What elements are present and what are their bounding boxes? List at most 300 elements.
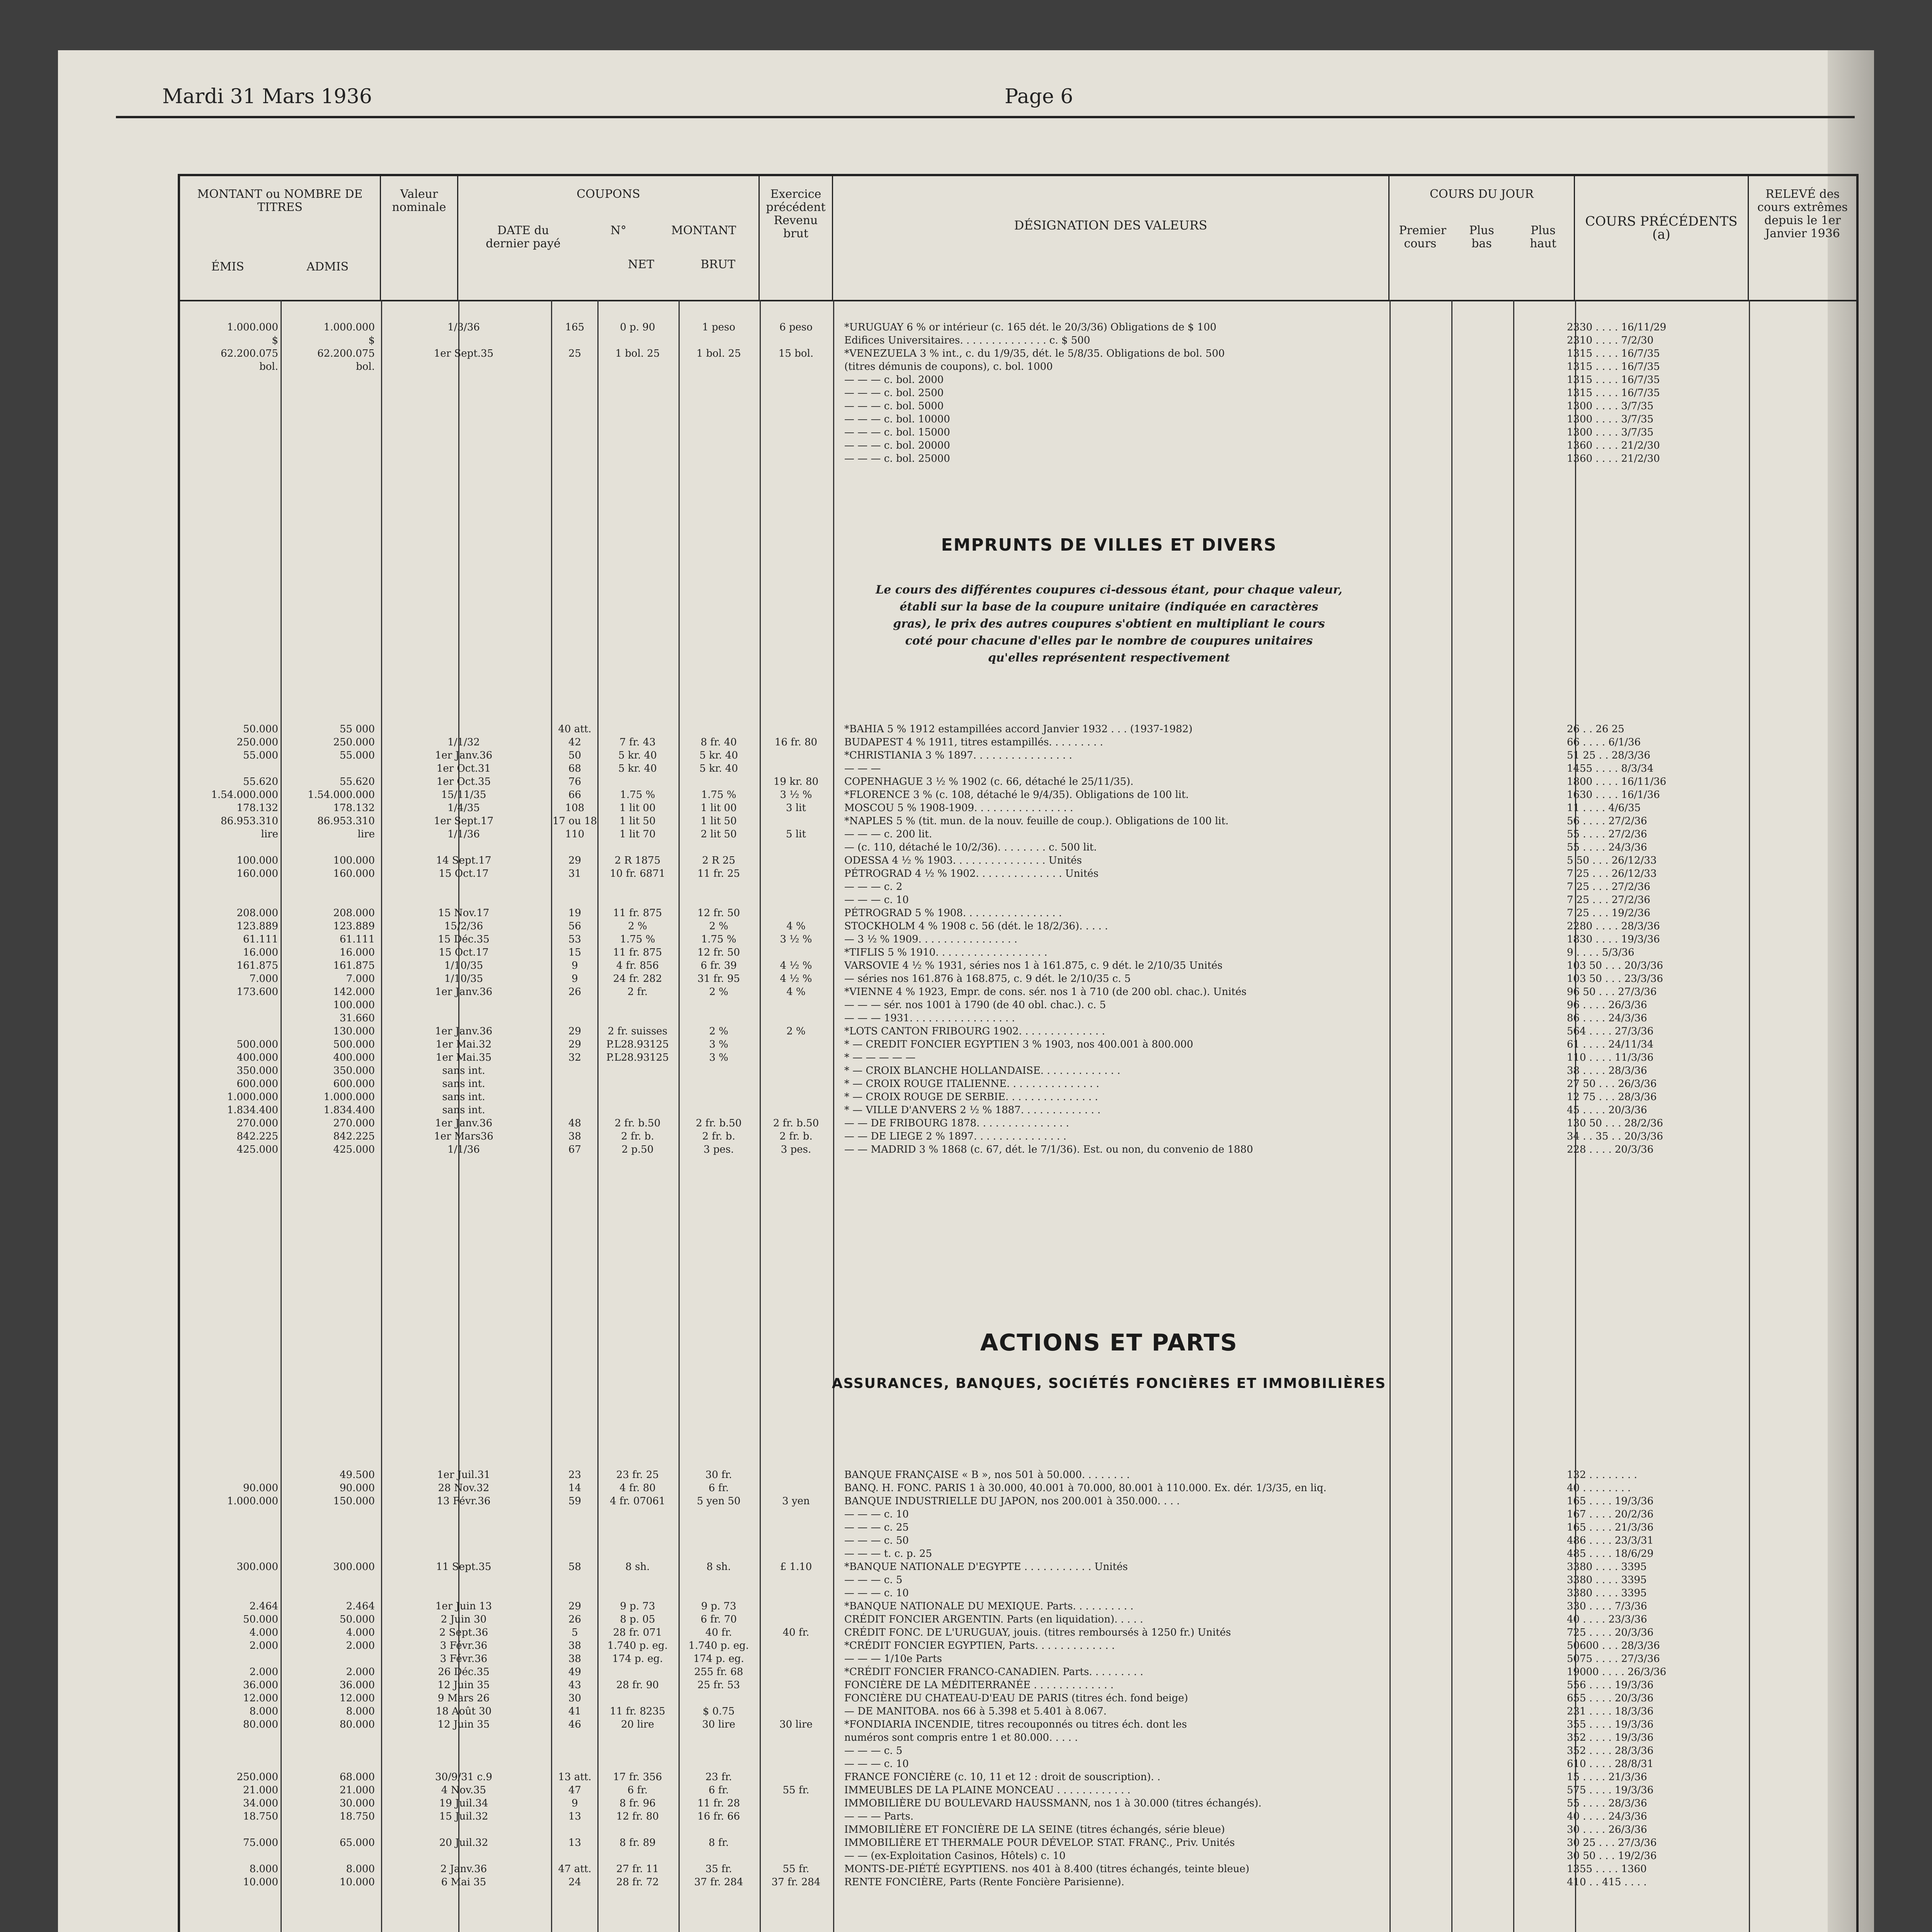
cell-prec: 167 . . . . 20/2/36: [1567, 1509, 1654, 1520]
cell-net: [597, 386, 678, 400]
cell-emis: 123.889: [236, 920, 278, 932]
col-emis: ÉMIS: [211, 260, 244, 274]
col-net: NET: [628, 258, 655, 271]
cell-des: *BAHIA 5 % 1912 estampillées accord Janvier 1932 . . . (1937-1982): [844, 723, 1193, 735]
cell-emis: [182, 386, 278, 400]
cell-net: [597, 1757, 678, 1770]
cell-date: 15 Oct.17: [439, 947, 489, 958]
cell-emis: 90.000: [243, 1482, 278, 1494]
cell-ex: [759, 360, 833, 373]
cell-emis: 270.000: [236, 1117, 278, 1129]
cell-date: [375, 439, 553, 452]
cell-brut: [678, 1692, 759, 1705]
cell-brut: [678, 1849, 759, 1862]
cell-no: [553, 400, 597, 413]
cell-brut: [678, 1534, 759, 1547]
cell-date: 3 Févr.36: [440, 1653, 488, 1665]
cell-emis: 4.000: [249, 1627, 278, 1638]
cell-prec: 86 . . . . 24/3/36: [1567, 1012, 1647, 1024]
cell-des: — — — c. bol. 25000: [844, 453, 950, 464]
cell-admis: 36.000: [340, 1679, 375, 1691]
cell-des: *TIFLIS 5 % 1910. . . . . . . . . . . . . . . . . .: [844, 947, 1048, 958]
cell-net: 28 fr. 071: [613, 1627, 662, 1638]
cell-date: 4 Nov.35: [441, 1784, 486, 1796]
cell-admis: [278, 452, 375, 465]
cell-date: 1/4/35: [447, 802, 480, 814]
cell-des: COPENHAGUE 3 ½ % 1902 (c. 66, détaché le 25/11/35).: [844, 776, 1134, 787]
cell-prec: 1300 . . . . 3/7/35: [1567, 413, 1654, 425]
cell-prec: 30 . . . . 26/3/36: [1567, 1824, 1647, 1835]
cell-emis: 500.000: [236, 1039, 278, 1050]
cell-no: 76: [568, 776, 582, 787]
col-plus-bas: Plus bas: [1469, 224, 1494, 250]
cell-net: 1 lit 70: [619, 828, 656, 840]
cell-brut: [678, 1744, 759, 1757]
cell-ex: [759, 413, 833, 426]
cell-emis: [182, 1025, 278, 1038]
cell-admis: 30.000: [340, 1798, 375, 1809]
cell-date: 15 Déc.35: [438, 934, 490, 945]
cell-prec: 485 . . . . 18/6/29: [1567, 1548, 1654, 1560]
cell-net: [597, 360, 678, 373]
cell-prec: 3380 . . . . 3395: [1567, 1574, 1647, 1586]
cell-des: — — — c. 200 lit.: [844, 828, 932, 840]
cell-brut: 255 fr. 68: [694, 1666, 743, 1678]
cell-ex: 40 fr.: [782, 1627, 810, 1638]
table-row: [182, 347, 1772, 360]
cell-admis: 150.000: [333, 1495, 375, 1507]
cell-des: — — — c. bol. 5000: [844, 400, 944, 412]
cell-ex: [759, 1692, 833, 1705]
cell-prec: 1315 . . . . 16/7/35: [1567, 387, 1660, 399]
cell-ex: [759, 867, 833, 880]
cell-net: 17 fr. 356: [613, 1771, 662, 1783]
cell-net: 1 lit 50: [619, 815, 656, 827]
cell-prec: 26 . . 26 25: [1567, 723, 1624, 735]
cell-ex: 4 %: [786, 920, 806, 932]
cell-des: CRÉDIT FONC. DE L'URUGUAY, jouis. (titres remboursés à 1250 fr.) Unités: [844, 1627, 1231, 1638]
cell-des: VARSOVIE 4 ½ % 1931, séries nos 1 à 161.875, c. 9 dét. le 2/10/35 Unités: [844, 960, 1223, 971]
cell-des: *FLORENCE 3 % (c. 108, détaché le 9/4/35). Obligations de 100 lit.: [844, 789, 1189, 801]
cell-ex: 4 ½ %: [780, 973, 812, 985]
cell-no: 58: [568, 1561, 582, 1573]
cell-no: 29: [568, 1600, 582, 1612]
cell-admis: 500.000: [333, 1039, 375, 1050]
cell-ex: [759, 1573, 833, 1587]
col-coupons-label: COUPONS: [577, 187, 640, 201]
cell-admis: [278, 1521, 375, 1534]
cell-net: 2 fr. b.50: [614, 1117, 661, 1129]
cell-brut: [678, 1547, 759, 1560]
cell-net: 2 fr. suisses: [607, 1026, 668, 1037]
cell-admis: 31.660: [340, 1012, 375, 1024]
table-row: [182, 1665, 1772, 1679]
cell-des: BUDAPEST 4 % 1911, titres estampillés. . . . . . . . .: [844, 736, 1103, 748]
table-row: [182, 788, 1772, 801]
cell-brut: 2 lit 50: [701, 828, 737, 840]
cell-ex: 3 ½ %: [780, 934, 812, 945]
cell-admis: [278, 1757, 375, 1770]
cell-des: IMMOBILIÈRE DU BOULEVARD HAUSSMANN, nos 1 à 30.000 (titres échangés).: [844, 1798, 1262, 1809]
cell-brut: [678, 360, 759, 373]
cell-ex: [759, 1104, 833, 1117]
cell-no: 17 ou 18: [553, 815, 597, 827]
cell-des: FRANCE FONCIÈRE (c. 10, 11 et 12 : droit de souscription). .: [844, 1771, 1161, 1783]
cell-net: [597, 1104, 678, 1117]
cell-brut: 8 fr. 40: [701, 736, 737, 748]
cell-ex: [759, 1744, 833, 1757]
cell-admis: [278, 1508, 375, 1521]
cell-des: *CRÉDIT FONCIER EGYPTIEN, Parts. . . . . . . . . . . . .: [844, 1640, 1115, 1651]
table-row: [182, 1495, 1772, 1508]
cell-admis: 50.000: [340, 1614, 375, 1625]
col-precedents: COURS PRÉCÉDENTS (a): [1575, 176, 1749, 300]
cell-brut: [678, 1587, 759, 1600]
cell-brut: 2 %: [709, 1026, 728, 1037]
cell-date: 3 Févr.36: [440, 1640, 488, 1651]
cell-ex: [759, 1468, 833, 1481]
cell-net: 11 fr. 8235: [610, 1706, 665, 1717]
header-page: Page 6: [1005, 85, 1073, 108]
cell-des: — — — c. 25: [844, 1522, 909, 1533]
cell-emis: 7.000: [249, 973, 278, 985]
cell-ex: [759, 373, 833, 386]
table-row: [182, 893, 1772, 906]
cell-emis: [182, 452, 278, 465]
table-header: [180, 176, 1856, 301]
cell-ex: [759, 1679, 833, 1692]
cell-net: 9 p. 73: [620, 1600, 655, 1612]
cell-emis: 34.000: [243, 1798, 278, 1809]
cell-brut: 6 fr. 70: [701, 1614, 737, 1625]
cell-prec: 1300 . . . . 3/7/35: [1567, 400, 1654, 412]
table-row: [182, 946, 1772, 959]
table-row: [182, 985, 1772, 998]
cell-net: 8 p. 05: [620, 1614, 655, 1625]
table-row: [182, 1652, 1772, 1665]
cell-admis: 8.000: [346, 1863, 375, 1875]
cell-prec: 9 . . . . 5/3/36: [1567, 947, 1634, 958]
cell-net: 8 fr. 89: [619, 1837, 656, 1849]
cell-admis: 350.000: [333, 1065, 375, 1077]
cell-date: [375, 1573, 553, 1587]
col-premier: Premier cours: [1399, 224, 1446, 250]
cell-no: [553, 413, 597, 426]
cell-prec: 40 . . . . 23/3/36: [1567, 1614, 1647, 1625]
cell-admis: [278, 893, 375, 906]
cell-admis: 160.000: [333, 868, 375, 879]
cell-no: 29: [568, 1026, 582, 1037]
cell-net: [597, 1692, 678, 1705]
cell-emis: 178.132: [236, 802, 278, 814]
cell-emis: 8.000: [249, 1863, 278, 1875]
cell-ex: 2 %: [786, 1026, 806, 1037]
table-row: [182, 959, 1772, 972]
cell-prec: 7 25 . . . 19/2/36: [1567, 907, 1650, 919]
cell-no: 38: [568, 1131, 582, 1142]
table-row: [182, 1613, 1772, 1626]
cell-brut: [678, 386, 759, 400]
cell-prec: 7 25 . . . 27/2/36: [1567, 881, 1650, 893]
col-montant-label: MONTANT ou NOMBRE DE TITRES: [197, 187, 363, 214]
cell-date: [375, 1731, 553, 1744]
cell-brut: [678, 373, 759, 386]
cell-date: [375, 723, 553, 736]
cell-emis: [182, 1652, 278, 1665]
cell-brut: [678, 1104, 759, 1117]
cell-ex: 3 ½ %: [780, 789, 812, 801]
cell-des: — — MADRID 3 % 1868 (c. 67, dét. le 7/1/36). Est. ou non, du convenio de 1880: [844, 1144, 1253, 1155]
cell-admis: 86.953.310: [317, 815, 375, 827]
table-row: [182, 1626, 1772, 1639]
cell-date: sans int.: [442, 1091, 485, 1103]
cell-net: 5 kr. 40: [618, 763, 657, 774]
cell-prec: 40 . . . . . . . .: [1567, 1482, 1631, 1494]
table-row: [182, 880, 1772, 893]
cell-ex: [759, 1481, 833, 1495]
cell-date: 1er Mars36: [434, 1131, 493, 1142]
table-row: [182, 736, 1772, 749]
cell-no: [553, 360, 597, 373]
cell-net: 4 fr. 856: [616, 960, 659, 971]
cell-brut: 1 peso: [702, 321, 735, 333]
cell-net: 4 fr. 07061: [610, 1495, 665, 1507]
cell-ex: [759, 452, 833, 465]
cell-brut: [678, 893, 759, 906]
cell-brut: 5 kr. 40: [699, 763, 738, 774]
cell-date: [375, 386, 553, 400]
cell-emis: [182, 1508, 278, 1521]
cell-admis: [278, 1731, 375, 1744]
cell-no: 23: [568, 1469, 582, 1481]
cell-ex: [759, 1051, 833, 1064]
cell-admis: [278, 1823, 375, 1836]
cell-admis: [278, 880, 375, 893]
cell-ex: [759, 880, 833, 893]
cell-net: 2 %: [628, 920, 647, 932]
cell-date: 2 Janv.36: [440, 1863, 487, 1875]
cell-des: Edifices Universitaires. . . . . . . . . . . . . . c. $ 500: [844, 335, 1090, 346]
table-row: [182, 723, 1772, 736]
table-row: [182, 1639, 1772, 1652]
cell-no: 13: [568, 1837, 582, 1849]
cell-emis: [182, 439, 278, 452]
cell-no: 19: [568, 907, 582, 919]
cell-ex: [759, 1064, 833, 1077]
cell-brut: [678, 1521, 759, 1534]
cell-admis: $: [368, 335, 375, 346]
cell-emis: 250.000: [236, 736, 278, 748]
cell-date: 18 Août 30: [435, 1706, 492, 1717]
cell-date: 6 Mai 35: [441, 1876, 486, 1888]
cell-brut: 2 %: [709, 986, 728, 998]
cell-ex: [759, 1639, 833, 1652]
cell-emis: [182, 1573, 278, 1587]
cell-prec: 1315 . . . . 16/7/35: [1567, 361, 1660, 372]
cell-admis: 250.000: [333, 736, 375, 748]
table-row: [182, 1731, 1772, 1744]
cell-brut: 2 fr. b.: [702, 1131, 735, 1142]
cell-ex: [759, 906, 833, 920]
cell-net: 12 fr. 80: [616, 1811, 659, 1822]
table-row: [182, 1012, 1772, 1025]
cell-admis: 2.000: [346, 1640, 375, 1651]
cell-net: 4 fr. 80: [619, 1482, 656, 1494]
cell-no: 15: [568, 947, 582, 958]
table-row: [182, 1481, 1772, 1495]
table-row: [182, 998, 1772, 1012]
col-montant: [180, 176, 381, 300]
cell-admis: 270.000: [333, 1117, 375, 1129]
cell-prec: 55 . . . . 28/3/36: [1567, 1798, 1647, 1809]
cell-brut: 1.740 p. eg.: [688, 1640, 749, 1651]
cell-brut: 35 fr.: [705, 1863, 732, 1875]
cell-ex: [759, 1770, 833, 1784]
cell-prec: 556 . . . . 19/3/36: [1567, 1679, 1654, 1691]
table-row: [182, 841, 1772, 854]
section-actions-title: ACTIONS ET PARTS: [980, 1329, 1238, 1356]
cell-no: [553, 893, 597, 906]
cell-ex: [759, 854, 833, 867]
cell-date: [375, 998, 553, 1012]
col-plus-haut: Plus haut: [1530, 224, 1556, 250]
table-row: [182, 386, 1772, 400]
cell-emis: 80.000: [243, 1719, 278, 1730]
table-row: [182, 1560, 1772, 1573]
table-row: [182, 775, 1772, 788]
cell-date: [375, 893, 553, 906]
cell-date: 15/2/36: [444, 920, 483, 932]
cell-no: 56: [568, 920, 582, 932]
cell-no: 5: [571, 1627, 578, 1638]
table-row: [182, 1547, 1772, 1560]
cell-des: * — VILLE D'ANVERS 2 ½ % 1887. . . . . . . . . . . . .: [844, 1104, 1101, 1116]
cell-ex: [759, 749, 833, 762]
cell-brut: [678, 452, 759, 465]
cell-ex: [759, 1836, 833, 1849]
cell-no: 59: [568, 1495, 582, 1507]
table-row: [182, 452, 1772, 465]
cell-date: 1/1/36: [447, 828, 480, 840]
table-row: [182, 762, 1772, 775]
table-row: [182, 439, 1772, 452]
cell-ex: [759, 426, 833, 439]
cell-net: 28 fr. 90: [616, 1679, 659, 1691]
cell-prec: 2310 . . . . 7/2/30: [1567, 335, 1654, 346]
cell-prec: 231 . . . . 18/3/36: [1567, 1706, 1654, 1717]
cell-des: * — CREDIT FONCIER EGYPTIEN 3 % 1903, nos 400.001 à 800.000: [844, 1039, 1193, 1050]
cell-no: 14: [568, 1482, 582, 1494]
cell-des: PÉTROGRAD 5 % 1908. . . . . . . . . . . . . . . .: [844, 907, 1062, 919]
cell-emis: $: [272, 335, 278, 346]
cell-des: *NAPLES 5 % (tit. mun. de la nouv. feuille de coup.). Obligations de 100 lit.: [844, 815, 1229, 827]
cell-emis: 160.000: [236, 868, 278, 879]
block-city-loans: [182, 723, 1772, 1156]
cell-date: [375, 452, 553, 465]
cell-prec: 55 . . . . 27/2/36: [1567, 828, 1647, 840]
cell-date: 9 Mars 26: [437, 1692, 490, 1704]
cell-emis: [182, 762, 278, 775]
cell-prec: 1315 . . . . 16/7/35: [1567, 348, 1660, 359]
cell-ex: 4 ½ %: [780, 960, 812, 971]
cell-no: 31: [568, 868, 582, 879]
cell-date: sans int.: [442, 1104, 485, 1116]
cell-emis: 50.000: [243, 723, 278, 735]
cell-date: 12 Juin 35: [437, 1719, 490, 1730]
cell-ex: 2 fr. b.50: [773, 1117, 819, 1129]
cell-date: [375, 1744, 553, 1757]
cell-net: [597, 1064, 678, 1077]
cell-prec: 165 . . . . 21/3/36: [1567, 1522, 1654, 1533]
cell-brut: [678, 723, 759, 736]
cell-admis: 161.875: [333, 960, 375, 971]
cell-no: 32: [568, 1052, 582, 1063]
cell-brut: [678, 1012, 759, 1025]
cell-admis: 18.750: [340, 1811, 375, 1822]
table-row: [182, 1534, 1772, 1547]
table-row: [182, 1508, 1772, 1521]
cell-admis: 100.000: [333, 999, 375, 1011]
cell-ex: [759, 893, 833, 906]
cell-date: [375, 413, 553, 426]
cell-des: FONCIÈRE DE LA MÉDITERRANÉE . . . . . . . . . . . . .: [844, 1679, 1114, 1691]
cell-admis: 49.500: [340, 1469, 375, 1481]
cell-no: [553, 1064, 597, 1077]
table-row: [182, 334, 1772, 347]
cell-net: 1 bol. 25: [615, 348, 660, 359]
table-row: [182, 854, 1772, 867]
cell-prec: 27 50 . . . 26/3/36: [1567, 1078, 1657, 1090]
cell-date: 1er Oct.31: [436, 763, 491, 774]
cell-des: * — — — — —: [844, 1052, 916, 1063]
cell-net: 1.75 %: [620, 789, 655, 801]
col-admis: ADMIS: [306, 260, 349, 274]
cell-admis: [278, 1744, 375, 1757]
cell-prec: 3380 . . . . 3395: [1567, 1587, 1647, 1599]
cell-prec: 655 . . . . 20/3/36: [1567, 1692, 1654, 1704]
cell-prec: 564 . . . . 27/3/36: [1567, 1026, 1654, 1037]
table-row: [182, 1862, 1772, 1876]
cell-admis: bol.: [356, 361, 375, 372]
cell-ex: [759, 1038, 833, 1051]
table-row: [182, 373, 1772, 386]
cell-emis: [182, 880, 278, 893]
cell-net: [597, 400, 678, 413]
cell-prec: 61 . . . . 24/11/34: [1567, 1039, 1654, 1050]
col-cours-jour: [1389, 176, 1575, 300]
cell-ex: [759, 1665, 833, 1679]
cell-admis: 4.000: [346, 1627, 375, 1638]
cell-prec: 1360 . . . . 21/2/30: [1567, 453, 1660, 464]
cell-net: 23 fr. 25: [616, 1469, 659, 1481]
cell-date: 1/1/32: [447, 736, 480, 748]
cell-des: *BANQUE NATIONALE D'EGYPTE . . . . . . . . . . . Unités: [844, 1561, 1128, 1573]
cell-net: 27 fr. 11: [616, 1863, 659, 1875]
cell-no: [553, 439, 597, 452]
cell-brut: 3 %: [709, 1039, 728, 1050]
cell-emis: 12.000: [243, 1692, 278, 1704]
cell-brut: 30 lire: [702, 1719, 735, 1730]
cell-emis: 16.000: [243, 947, 278, 958]
cell-date: [375, 1823, 553, 1836]
cell-no: 43: [568, 1679, 582, 1691]
col-releve: RELEVÉ des cours extrêmes depuis le 1er Janvier 1936: [1757, 187, 1848, 240]
cell-net: 2 R 1875: [614, 855, 661, 866]
cell-admis: 300.000: [333, 1561, 375, 1573]
cell-emis: 8.000: [249, 1706, 278, 1717]
cell-des: — — — c. 2: [844, 881, 903, 893]
cell-des: *VENEZUELA 3 % int., c. du 1/9/35, dét. le 5/8/35. Obligations de bol. 500: [844, 348, 1225, 359]
